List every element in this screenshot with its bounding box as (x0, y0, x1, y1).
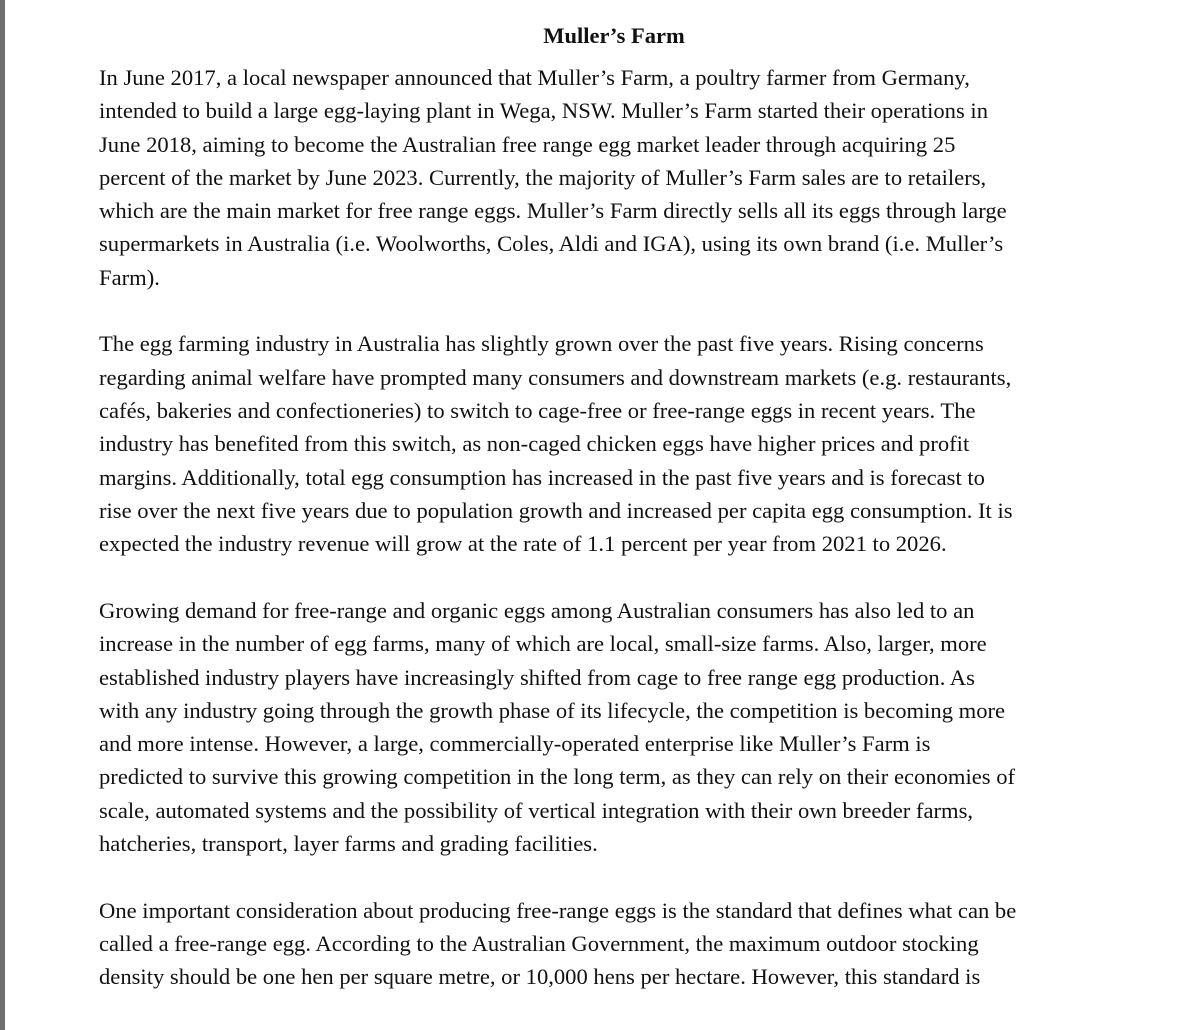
text-line: established industry players have increasingly shifted from cage to free range egg production. As (99, 664, 975, 690)
text-line: rise over the next five years due to population growth and increased per capita egg consumption. It is (99, 497, 1013, 523)
text-line: predicted to survive this growing competition in the long term, as they can rely on their economies of (99, 764, 1016, 790)
text-line: Farm). (99, 264, 160, 290)
text-line: Growing demand for free-range and organic eggs among Australian consumers has also led to an (99, 597, 975, 623)
document-page (99, 20, 1129, 994)
paragraph-company-intro (99, 61, 1129, 294)
text-line: cafés, bakeries and confectioneries) to switch to cage-free or free-range eggs in recent years. The (99, 398, 976, 424)
window-left-edge (0, 0, 5, 1030)
text-line: scale, automated systems and the possibility of vertical integration with their own breeder farms, (99, 797, 974, 823)
paragraph-free-range-standard (99, 894, 1129, 994)
paragraph-industry-growth (99, 327, 1129, 560)
text-line: supermarkets in Australia (i.e. Woolworths, Coles, Aldi and IGA), using its own brand (i.e. Muller’s (99, 231, 1004, 257)
text-line: June 2018, aiming to become the Australian free range egg market leader through acquiring 25 (99, 131, 956, 157)
text-line: margins. Additionally, total egg consumption has increased in the past five years and is forecast to (99, 464, 985, 490)
text-line: regarding animal welfare have prompted many consumers and downstream markets (e.g. restaurants, (99, 364, 1012, 390)
text-line: expected the industry revenue will grow at the rate of 1.1 percent per year from 2021 to 2026. (99, 531, 947, 557)
text-line: which are the main market for free range eggs. Muller’s Farm directly sells all its eggs through large (99, 198, 1007, 224)
text-line: and more intense. However, a large, commercially-operated enterprise like Muller’s Farm is (99, 731, 931, 757)
text-line: density should be one hen per square metre, or 10,000 hens per hectare. However, this standard is (99, 964, 981, 990)
document-title: Muller’s Farm (543, 23, 685, 48)
text-line: hatcheries, transport, layer farms and grading facilities. (99, 831, 598, 857)
text-line: called a free-range egg. According to the Australian Government, the maximum outdoor stocking (99, 931, 979, 956)
text-line: The egg farming industry in Australia has slightly grown over the past five years. Rising concerns (99, 331, 984, 357)
text-line: intended to build a large egg-laying plant in Wega, NSW. Muller’s Farm started their operations in (99, 98, 988, 124)
paragraph-competition (99, 594, 1129, 860)
text-line: with any industry going through the growth phase of its lifecycle, the competition is becoming more (99, 697, 1006, 723)
text-line: In June 2017, a local newspaper announced that Muller’s Farm, a poultry farmer from Germany, (99, 65, 970, 90)
text-line: percent of the market by June 2023. Currently, the majority of Muller’s Farm sales are to retailers, (99, 164, 987, 190)
text-line: One important consideration about producing free-range eggs is the standard that defines what can be (99, 897, 1017, 923)
text-line: increase in the number of egg farms, many of which are local, small-size farms. Also, larger, more (99, 631, 987, 657)
text-line: industry has benefited from this switch, as non-caged chicken eggs have higher prices and profit (99, 431, 970, 457)
